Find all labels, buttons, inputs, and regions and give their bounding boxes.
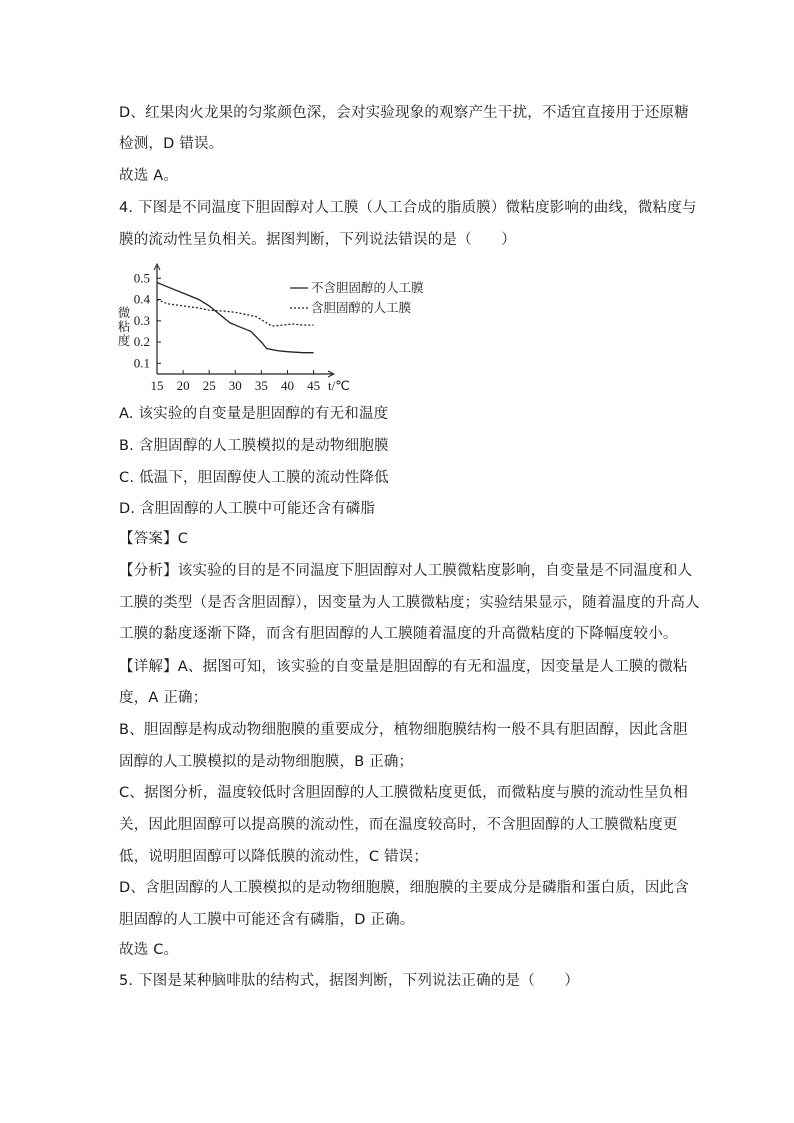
x-tick-label-3: 30 xyxy=(228,378,242,393)
x-tick-label-2: 25 xyxy=(202,378,216,393)
text-line-3: 故选 A。 xyxy=(119,168,179,184)
y-tick-label-0: 0.1 xyxy=(133,355,150,371)
text-line-10: 【答案】C xyxy=(119,531,189,547)
text-line-16: B、胆固醇是构成动物细胞膜的重要成分，植物细胞膜结构一般不具有胆固醇，因此含胆 xyxy=(119,722,688,738)
text-line-8: C. 低温下，胆固醇使人工膜的流动性降低 xyxy=(119,470,389,486)
x-tick-label-4: 35 xyxy=(254,378,268,393)
text-line-24: 5. 下图是某种脑啡肽的结构式，据图判断，下列说法正确的是（ ） xyxy=(119,973,580,989)
text-line-7: B. 含胆固醇的人工膜模拟的是动物细胞膜 xyxy=(119,438,389,454)
text-line-18: C、据图分析，温度较低时含胆固醇的人工膜微粘度更低，而微粘度与膜的流动性呈负相 xyxy=(119,785,688,801)
text-line-20: 低，说明胆固醇可以降低膜的流动性，C 错误； xyxy=(119,849,429,865)
text-line-22: 胆固醇的人工膜中可能还含有磷脂，D 正确。 xyxy=(119,912,415,928)
text-line-12: 工膜的类型（是否含胆固醇），因变量为人工膜微粘度；实验结果显示，随着温度的升高人 xyxy=(119,595,700,611)
y-tick-label-2: 0.3 xyxy=(133,312,150,328)
text-line-19: 关，因此胆固醇可以提高膜的流动性，而在温度较高时，不含胆固醇的人工膜微粘度更 xyxy=(119,817,678,833)
text-line-21: D、含胆固醇的人工膜模拟的是动物细胞膜，细胞膜的主要成分是磷脂和蛋白质，因此含 xyxy=(119,880,689,896)
text-line-9: D. 含胆固醇的人工膜中可能还含有磷脂 xyxy=(119,501,376,517)
text-line-6: A. 该实验的自变量是胆固醇的有无和温度 xyxy=(119,406,389,422)
viscosity-chart-svg xyxy=(112,262,452,397)
x-tick-label-1: 20 xyxy=(176,378,190,393)
series-line-1 xyxy=(157,300,314,327)
text-line-11: 【分析】该实验的目的是不同温度下胆固醇对人工膜微粘度影响，自变量是不同温度和人 xyxy=(119,563,693,579)
text-line-4: 4. 下图是不同温度下胆固醇对人工膜（人工合成的脂质膜）微粘度影响的曲线，微粘度与 xyxy=(119,200,697,216)
series-line-0 xyxy=(157,283,314,353)
x-tick-label-6: 45 xyxy=(307,378,321,393)
text-line-1: D、红果肉火龙果的匀浆颜色深，会对实验现象的观察产生干扰，不适宜直接用于还原糖 xyxy=(119,105,689,121)
text-line-14: 【详解】A、据图可知，该实验的自变量是胆固醇的有无和温度，因变量是人工膜的微粘 xyxy=(119,659,688,675)
y-tick-label-4: 0.5 xyxy=(133,270,150,286)
x-axis-unit: t/℃ xyxy=(328,378,350,393)
legend-label-1: 含胆固醇的人工膜 xyxy=(311,300,412,315)
x-tick-label-5: 40 xyxy=(280,378,294,393)
y-tick-label-3: 0.4 xyxy=(133,291,150,307)
y-axis-label-char-1: 粘 xyxy=(117,319,131,334)
y-axis-label-char-0: 微 xyxy=(117,305,131,320)
legend-label-0: 不含胆固醇的人工膜 xyxy=(311,280,424,295)
y-tick-label-1: 0.2 xyxy=(133,334,150,350)
text-line-23: 故选 C。 xyxy=(119,942,179,958)
text-line-5: 膜的流动性呈负相关。据图判断，下列说法错误的是（ ） xyxy=(119,232,516,248)
viscosity-chart xyxy=(112,262,452,397)
text-line-15: 度，A 正确； xyxy=(119,690,208,706)
text-line-13: 工膜的黏度逐渐下降，而含有胆固醇的人工膜随着温度的升高微粘度的下降幅度较小。 xyxy=(119,626,678,642)
x-tick-label-0: 15 xyxy=(150,378,164,393)
text-line-17: 固醇的人工膜模拟的是动物细胞膜，B 正确； xyxy=(119,754,414,770)
text-line-2: 检测，D 错误。 xyxy=(119,136,224,152)
y-axis-label-char-2: 度 xyxy=(117,333,131,348)
